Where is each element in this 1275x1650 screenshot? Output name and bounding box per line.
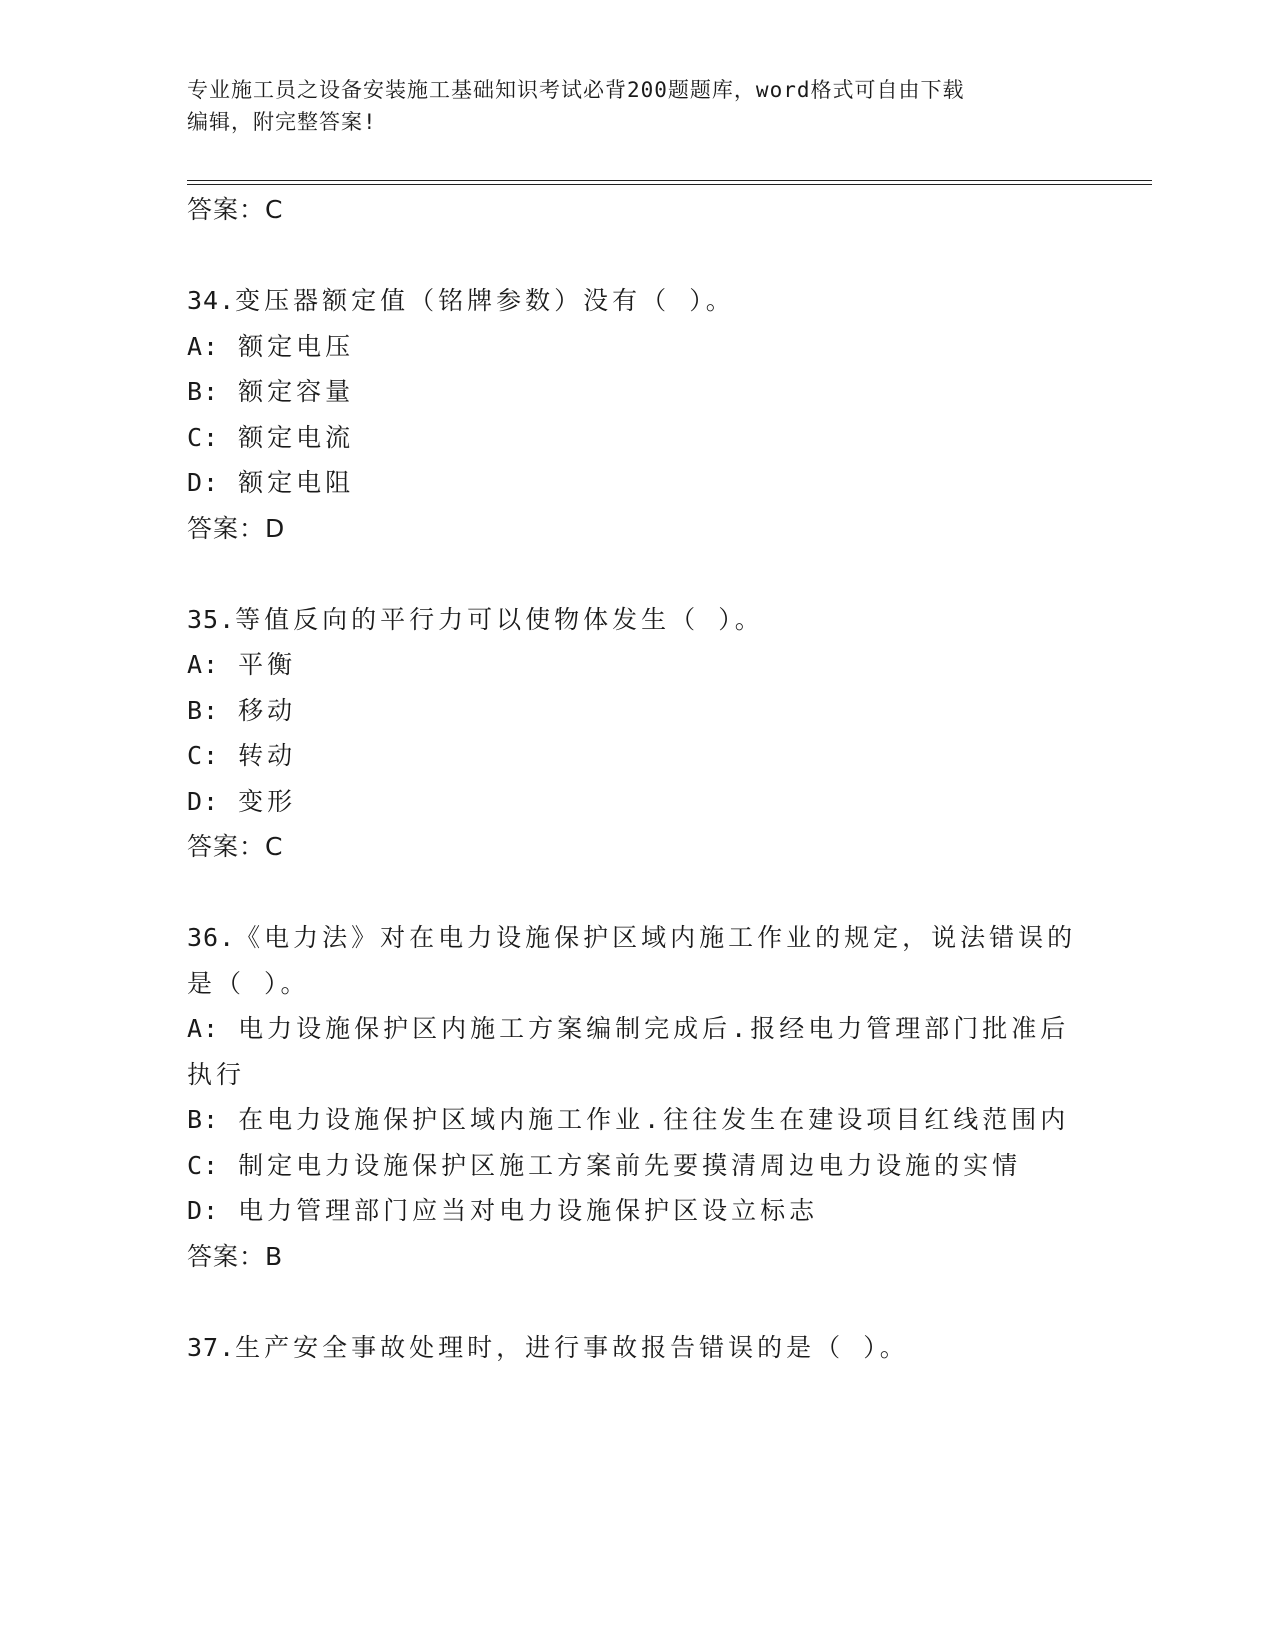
question-35 xyxy=(187,597,1147,870)
option-a: A: 电力设施保护区内施工方案编制完成后.报经电力管理部门批准后 xyxy=(187,1014,1070,1043)
option-b: B: 移动 xyxy=(187,695,297,725)
header-line-2: 编辑，附完整答案! xyxy=(187,110,377,134)
question-text: 36.《电力法》对在电力设施保护区域内施工作业的规定，说法错误的 xyxy=(187,923,1077,952)
option-a: A: 平衡 xyxy=(187,650,297,679)
option-a: A: 额定电压 xyxy=(187,331,355,361)
question-text-continued: 是（ ）。 xyxy=(187,968,310,998)
document-header xyxy=(187,74,1087,138)
answer-line: 答案：D xyxy=(187,513,286,543)
header-divider-top xyxy=(187,180,1152,181)
header-divider-bottom xyxy=(187,184,1152,185)
question-36 xyxy=(187,915,1147,1279)
header-line-1: 专业施工员之设备安装施工基础知识考试必背200题题库，word格式可自由下载 xyxy=(187,78,965,102)
question-number: 37. xyxy=(187,1332,236,1362)
question-number: 35. xyxy=(187,604,236,634)
answer-line: 答案：C xyxy=(187,832,284,861)
option-c: C: 转动 xyxy=(187,741,297,770)
question-list xyxy=(187,187,1147,1370)
question-text: 35.等值反向的平行力可以使物体发生（ ）。 xyxy=(187,604,764,634)
option-b: B: 在电力设施保护区域内施工作业.往往发生在建设项目红线范围内 xyxy=(187,1105,1070,1134)
option-d: D: 额定电阻 xyxy=(187,468,355,497)
option-b: B: 额定容量 xyxy=(187,377,355,406)
question-number: 34. xyxy=(187,286,236,315)
option-c: C: 制定电力设施保护区施工方案前先要摸清周边电力设施的实情 xyxy=(187,1150,1022,1180)
option-a-continued: 执行 xyxy=(187,1059,246,1089)
answer-line: 答案：B xyxy=(187,1241,284,1271)
question-text: 37.生产安全事故处理时，进行事故报告错误的是（ ）。 xyxy=(187,1332,909,1362)
question-37 xyxy=(187,1325,1147,1371)
question-34 xyxy=(187,278,1147,551)
option-d: D: 变形 xyxy=(187,786,297,816)
option-c: C: 额定电流 xyxy=(187,422,355,452)
question-number: 36. xyxy=(187,923,236,952)
answer-line: 答案：C xyxy=(187,195,284,224)
option-d: D: 电力管理部门应当对电力设施保护区设立标志 xyxy=(187,1196,819,1225)
question-text: 34.变压器额定值（铭牌参数）没有（ ）。 xyxy=(187,286,735,315)
